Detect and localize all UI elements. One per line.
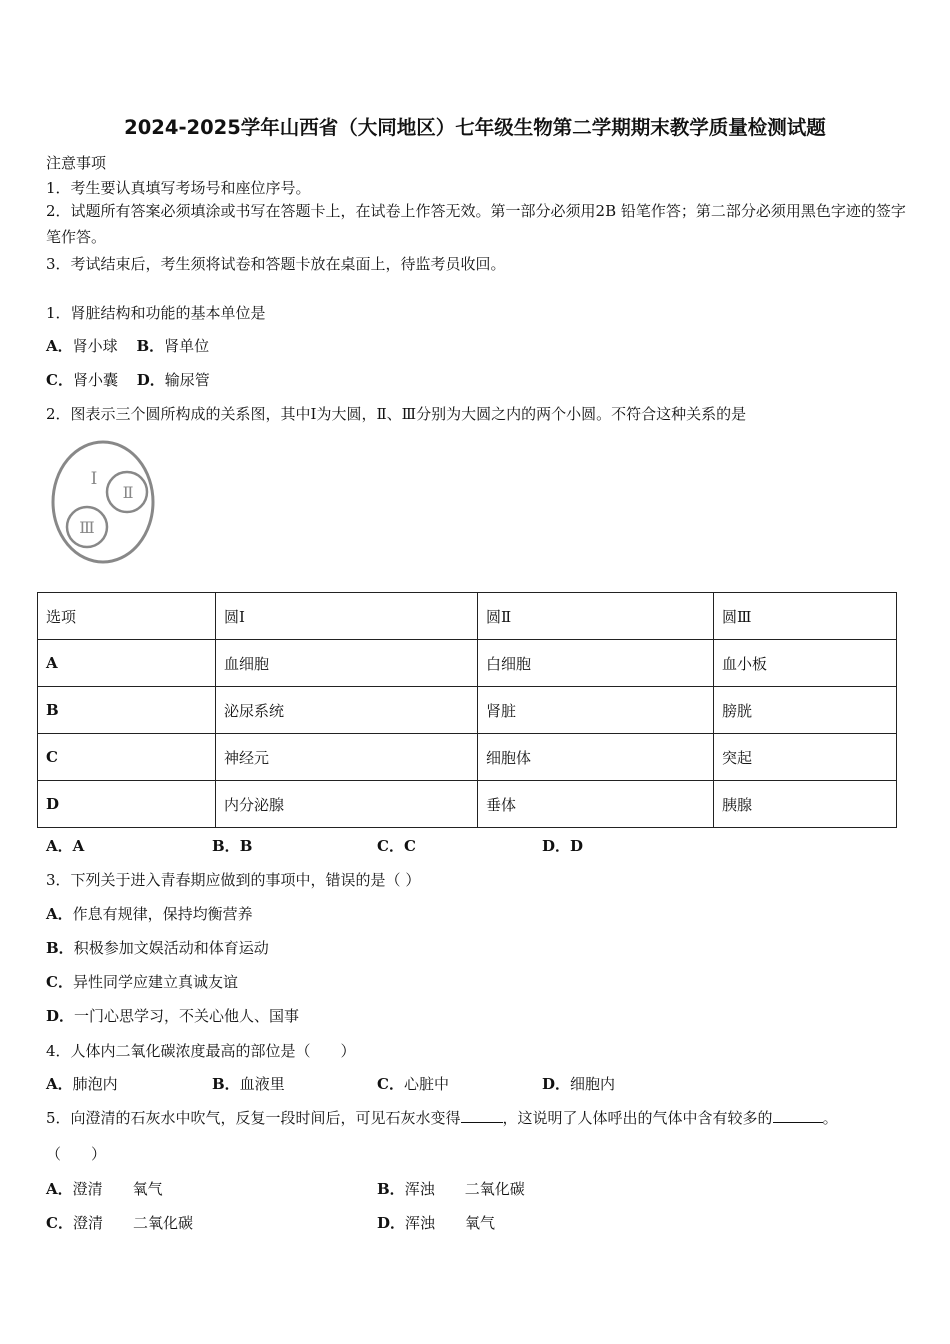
q2-option-d	[542, 835, 583, 856]
table-cell: 垂体	[478, 781, 714, 828]
q5-stem-part1: 5．向澄清的石灰水中吹气，反复一段时间后，可见石灰水变得	[46, 1109, 461, 1127]
table-cell: 内分泌腺	[216, 781, 478, 828]
q5-blank-1	[461, 1122, 503, 1123]
q5-stem	[46, 1107, 838, 1128]
q3-option-a-text: 作息有规律，保持均衡营养	[72, 905, 253, 923]
q1-stem: 1．肾脏结构和功能的基本单位是	[46, 304, 266, 322]
table-header-cell: 圆Ⅲ	[714, 593, 897, 640]
table-row	[38, 781, 897, 828]
q4-option-d-text: 细胞内	[570, 1075, 616, 1093]
circle-label-iii: Ⅲ	[79, 518, 95, 537]
q5-answer-paren: （ ）	[46, 1145, 107, 1163]
circle-label-i: Ⅰ	[90, 469, 98, 489]
q5-option-b	[377, 1178, 525, 1199]
q2-option-a	[46, 835, 84, 856]
circle-big	[53, 442, 153, 562]
q2-option-c	[377, 835, 416, 856]
q1-option-d-label: D．	[136, 371, 165, 389]
q2-option-d-label: D．	[542, 837, 571, 855]
table-header-cell: 选项	[38, 593, 216, 640]
q3-option-b-label: B．	[46, 939, 74, 957]
q2-option-c-label: C．	[377, 837, 404, 855]
q1-option-a-text: 肾小球	[72, 337, 118, 355]
q3-option-b	[46, 937, 269, 958]
table-cell: C	[38, 734, 216, 781]
q5-option-c-label: C．	[46, 1214, 73, 1232]
q3-option-d-text: 一门心思学习，不关心他人、国事	[74, 1007, 300, 1025]
q5-option-a	[46, 1178, 163, 1199]
q1-option-c-label: C．	[46, 371, 73, 389]
table-cell: 细胞体	[478, 734, 714, 781]
q2-option-b-text: B	[239, 837, 253, 855]
note-item-2: 2．试题所有答案必须填涂或书写在答题卡上，在试卷上作答无效。第一部分必须用2B 铅笔作答；第二部分必须用黑色字迹的签字笔作答。	[46, 202, 906, 246]
q2-option-b-label: B．	[212, 837, 240, 855]
q1-option-c-text: 肾小囊	[72, 371, 118, 389]
q4-option-b-text: 血液里	[239, 1075, 285, 1093]
table-cell: 肾脏	[478, 687, 714, 734]
q3-option-a	[46, 903, 253, 924]
q1-options-row1	[46, 335, 209, 356]
q3-option-b-text: 积极参加文娱活动和体育运动	[73, 939, 269, 957]
q3-option-d-label: D．	[46, 1007, 75, 1025]
q1-option-d-text: 输尿管	[164, 371, 210, 389]
circle-label-ii: Ⅱ	[122, 483, 134, 502]
table-row	[38, 687, 897, 734]
table-row	[38, 734, 897, 781]
circle-relation-diagram	[50, 438, 160, 566]
page-title: 2024-2025学年山西省（大同地区）七年级生物第二学期期末教学质量检测试题	[124, 116, 826, 139]
q2-option-a-label: A．	[46, 837, 73, 855]
q2-option-b	[212, 835, 252, 856]
q5-option-c-text: 澄清 二氧化碳	[72, 1214, 193, 1232]
q4-option-a-text: 肺泡内	[72, 1075, 118, 1093]
q1-option-b-label: B．	[136, 337, 165, 355]
q3-option-c-label: C．	[46, 973, 73, 991]
q4-option-d	[542, 1073, 615, 1094]
table-cell: 白细胞	[478, 640, 714, 687]
q5-option-b-label: B．	[377, 1180, 405, 1198]
q3-option-c	[46, 971, 238, 992]
q5-option-d-text: 浑浊 氧气	[405, 1214, 496, 1232]
q4-option-a-label: A．	[46, 1075, 73, 1093]
table-cell: 胰腺	[714, 781, 897, 828]
q4-option-c	[377, 1073, 449, 1094]
q3-option-a-label: A．	[46, 905, 73, 923]
table-cell: A	[38, 640, 216, 687]
table-row	[38, 640, 897, 687]
q2-option-d-text: D	[570, 837, 584, 855]
q1-option-b-text: 肾单位	[164, 337, 210, 355]
q2-option-c-text: C	[403, 837, 416, 855]
q5-option-b-text: 浑浊 二氧化碳	[404, 1180, 525, 1198]
table-cell: 神经元	[216, 734, 478, 781]
q5-option-d-label: D．	[377, 1214, 406, 1232]
table-cell: 泌尿系统	[216, 687, 478, 734]
q4-option-b-label: B．	[212, 1075, 240, 1093]
q4-option-b	[212, 1073, 285, 1094]
q1-options-row2	[46, 369, 210, 390]
q5-option-a-label: A．	[46, 1180, 73, 1198]
table-cell: B	[38, 687, 216, 734]
q1-option-a-label: A．	[46, 337, 73, 355]
q5-stem-end: 。	[822, 1109, 838, 1127]
table-cell: D	[38, 781, 216, 828]
table-header-cell: 圆Ⅰ	[216, 593, 478, 640]
q4-option-a	[46, 1073, 118, 1094]
q5-option-d	[377, 1212, 495, 1233]
q2-option-a-text: A	[72, 837, 85, 855]
table-cell: 血小板	[714, 640, 897, 687]
q4-option-d-label: D．	[542, 1075, 571, 1093]
q2-stem: 2．图表示三个圆所构成的关系图，其中Ⅰ为大圆，Ⅱ、Ⅲ分别为大圆之内的两个小圆。不符合这种关系的是	[46, 405, 747, 423]
q4-option-c-label: C．	[377, 1075, 404, 1093]
q5-option-c	[46, 1212, 193, 1233]
q5-option-a-text: 澄清 氧气	[72, 1180, 163, 1198]
table-header-row	[38, 593, 897, 640]
table-cell: 血细胞	[216, 640, 478, 687]
table-header-cell: 圆Ⅱ	[478, 593, 714, 640]
table-cell: 突起	[714, 734, 897, 781]
notes-heading: 注意事项	[46, 154, 107, 172]
note-item-1: 1．考生要认真填写考场号和座位序号。	[46, 179, 311, 197]
q3-stem: 3．下列关于进入青春期应做到的事项中，错误的是（ ）	[46, 871, 421, 889]
q5-stem-part2: ，这说明了人体呼出的气体中含有较多的	[502, 1109, 773, 1127]
q5-blank-2	[773, 1122, 823, 1123]
q4-stem: 4．人体内二氧化碳浓度最高的部位是（ ）	[46, 1042, 356, 1060]
table-cell: 膀胱	[714, 687, 897, 734]
q2-table	[37, 592, 897, 828]
q3-option-c-text: 异性同学应建立真诚友谊	[72, 973, 238, 991]
q4-option-c-text: 心脏中	[403, 1075, 449, 1093]
note-item-3: 3．考试结束后，考生须将试卷和答题卡放在桌面上，待监考员收回。	[46, 255, 506, 273]
q3-option-d	[46, 1005, 299, 1026]
